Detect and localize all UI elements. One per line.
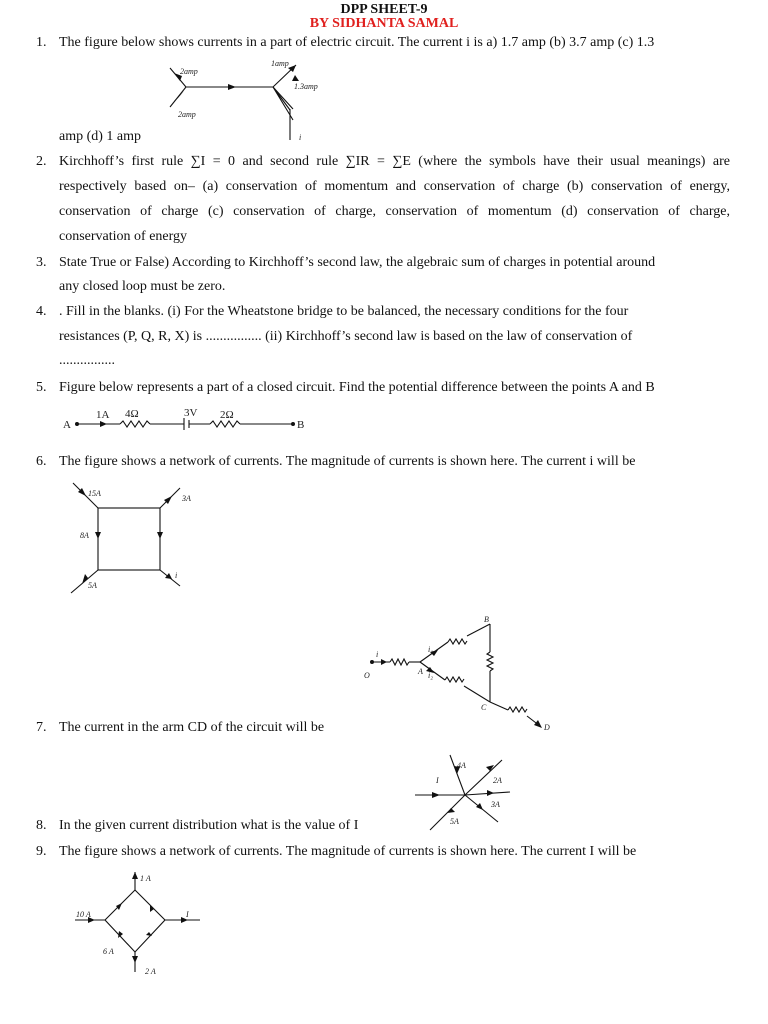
question-text: The current in the arm CD of the circuit will be <box>59 720 325 735</box>
question-number: 7. <box>36 720 47 735</box>
question-number: 8. <box>36 818 47 833</box>
figure-5-label: 3V <box>184 407 198 419</box>
question-text: Kirchhoff’s first rule ∑I = 0 and second rule ∑IR = ∑E (where the symbols have their usual meanings) are <box>59 154 730 169</box>
sheet-title: DPP SHEET-9 <box>340 2 428 17</box>
question-number: 4. <box>36 304 47 319</box>
figure-8-label: 5A <box>450 817 459 826</box>
figure-6-label: 8A <box>80 531 89 540</box>
figure-7-label: O <box>364 671 370 680</box>
figure-1-label: i <box>299 133 302 142</box>
figure-1-label: 2amp <box>178 110 196 119</box>
figure-5-label: 2Ω <box>220 409 234 421</box>
figure-1-label: 1.3amp <box>294 82 318 91</box>
question-text: resistances (P, Q, R, X) is ................ (ii) Kirchhoff’s second law is based on the law of conservation of <box>59 329 633 344</box>
question-number: 6. <box>36 454 47 469</box>
figure-8-label: 4A <box>457 761 466 770</box>
question-text: The figure shows a network of currents. The magnitude of currents is shown here. The current i will be <box>59 454 636 469</box>
author-line: BY SIDHANTA SAMAL <box>309 16 459 31</box>
figure-9-label: 1 A <box>140 874 151 883</box>
figure-8-junction <box>410 750 520 835</box>
question-text: . Fill in the blanks. (i) For the Wheatstone bridge to be balanced, the necessary conditions for the four <box>59 304 629 319</box>
question-text: The figure below shows currents in a part of electric circuit. The current i is a) 1.7 amp (b) 3.7 amp (c) 1.3 <box>59 35 655 50</box>
figure-7-label: i <box>376 650 379 659</box>
question-number: 9. <box>36 844 47 859</box>
question-number: 3. <box>36 255 47 270</box>
question-text: respectively based on– (a) conservation of momentum and conservation of charge (b) conservation of energy, <box>59 179 730 194</box>
figure-5-label: 4Ω <box>125 408 139 420</box>
question-text: In the given current distribution what is the value of I <box>59 818 359 833</box>
figure-7-label: B <box>484 615 489 624</box>
figure-5-label: A <box>63 419 71 431</box>
question-text: The figure shows a network of currents. The magnitude of currents is shown here. The current I will be <box>59 844 637 859</box>
figure-8-label: I <box>436 776 439 785</box>
question-text: State True or False) According to Kirchhoff’s second law, the algebraic sum of charges in potential around <box>59 255 656 270</box>
figure-9-network <box>70 868 210 978</box>
figure-6-label: i <box>175 571 178 580</box>
question-text: Figure below represents a part of a closed circuit. Find the potential difference between the points A and B <box>59 380 655 395</box>
figure-7-label: i₂ <box>428 671 434 680</box>
question-number: 5. <box>36 380 47 395</box>
figure-7-circuit <box>360 612 560 737</box>
figure-1-label: 1amp <box>271 59 289 68</box>
figure-5-label: 1A <box>96 409 110 421</box>
question-text: any closed loop must be zero. <box>59 279 226 294</box>
figure-6-network <box>68 478 198 598</box>
question-text: conservation of charge (c) conservation of charge, conservation of momentum (d) conservation of charge, <box>59 204 730 219</box>
figure-9-label: I <box>186 910 189 919</box>
question-number: 2. <box>36 154 47 169</box>
question-text: ................ <box>59 353 115 368</box>
figure-6-label: 3A <box>182 494 191 503</box>
figure-1-junction <box>158 55 328 145</box>
figure-9-label: 6 A <box>103 947 114 956</box>
figure-9-label: 2 A <box>145 967 156 976</box>
figure-6-label: 15A <box>88 489 101 498</box>
question-number: 1. <box>36 35 47 50</box>
figure-8-label: 2A <box>493 776 502 785</box>
figure-8-label: 3A <box>491 800 500 809</box>
figure-7-label: C <box>481 703 487 712</box>
figure-5-circuit <box>60 403 310 435</box>
figure-7-label: i₁ <box>428 645 434 654</box>
figure-7-label: A <box>418 667 423 676</box>
figure-9-label: 10 A <box>76 910 91 919</box>
question-text: amp (d) 1 amp <box>59 129 142 144</box>
figure-1-label: 2amp <box>180 67 198 76</box>
figure-5-label: B <box>297 419 305 431</box>
question-text: conservation of energy <box>59 229 188 244</box>
figure-7-label: D <box>544 723 550 732</box>
figure-6-label: 5A <box>88 581 97 590</box>
